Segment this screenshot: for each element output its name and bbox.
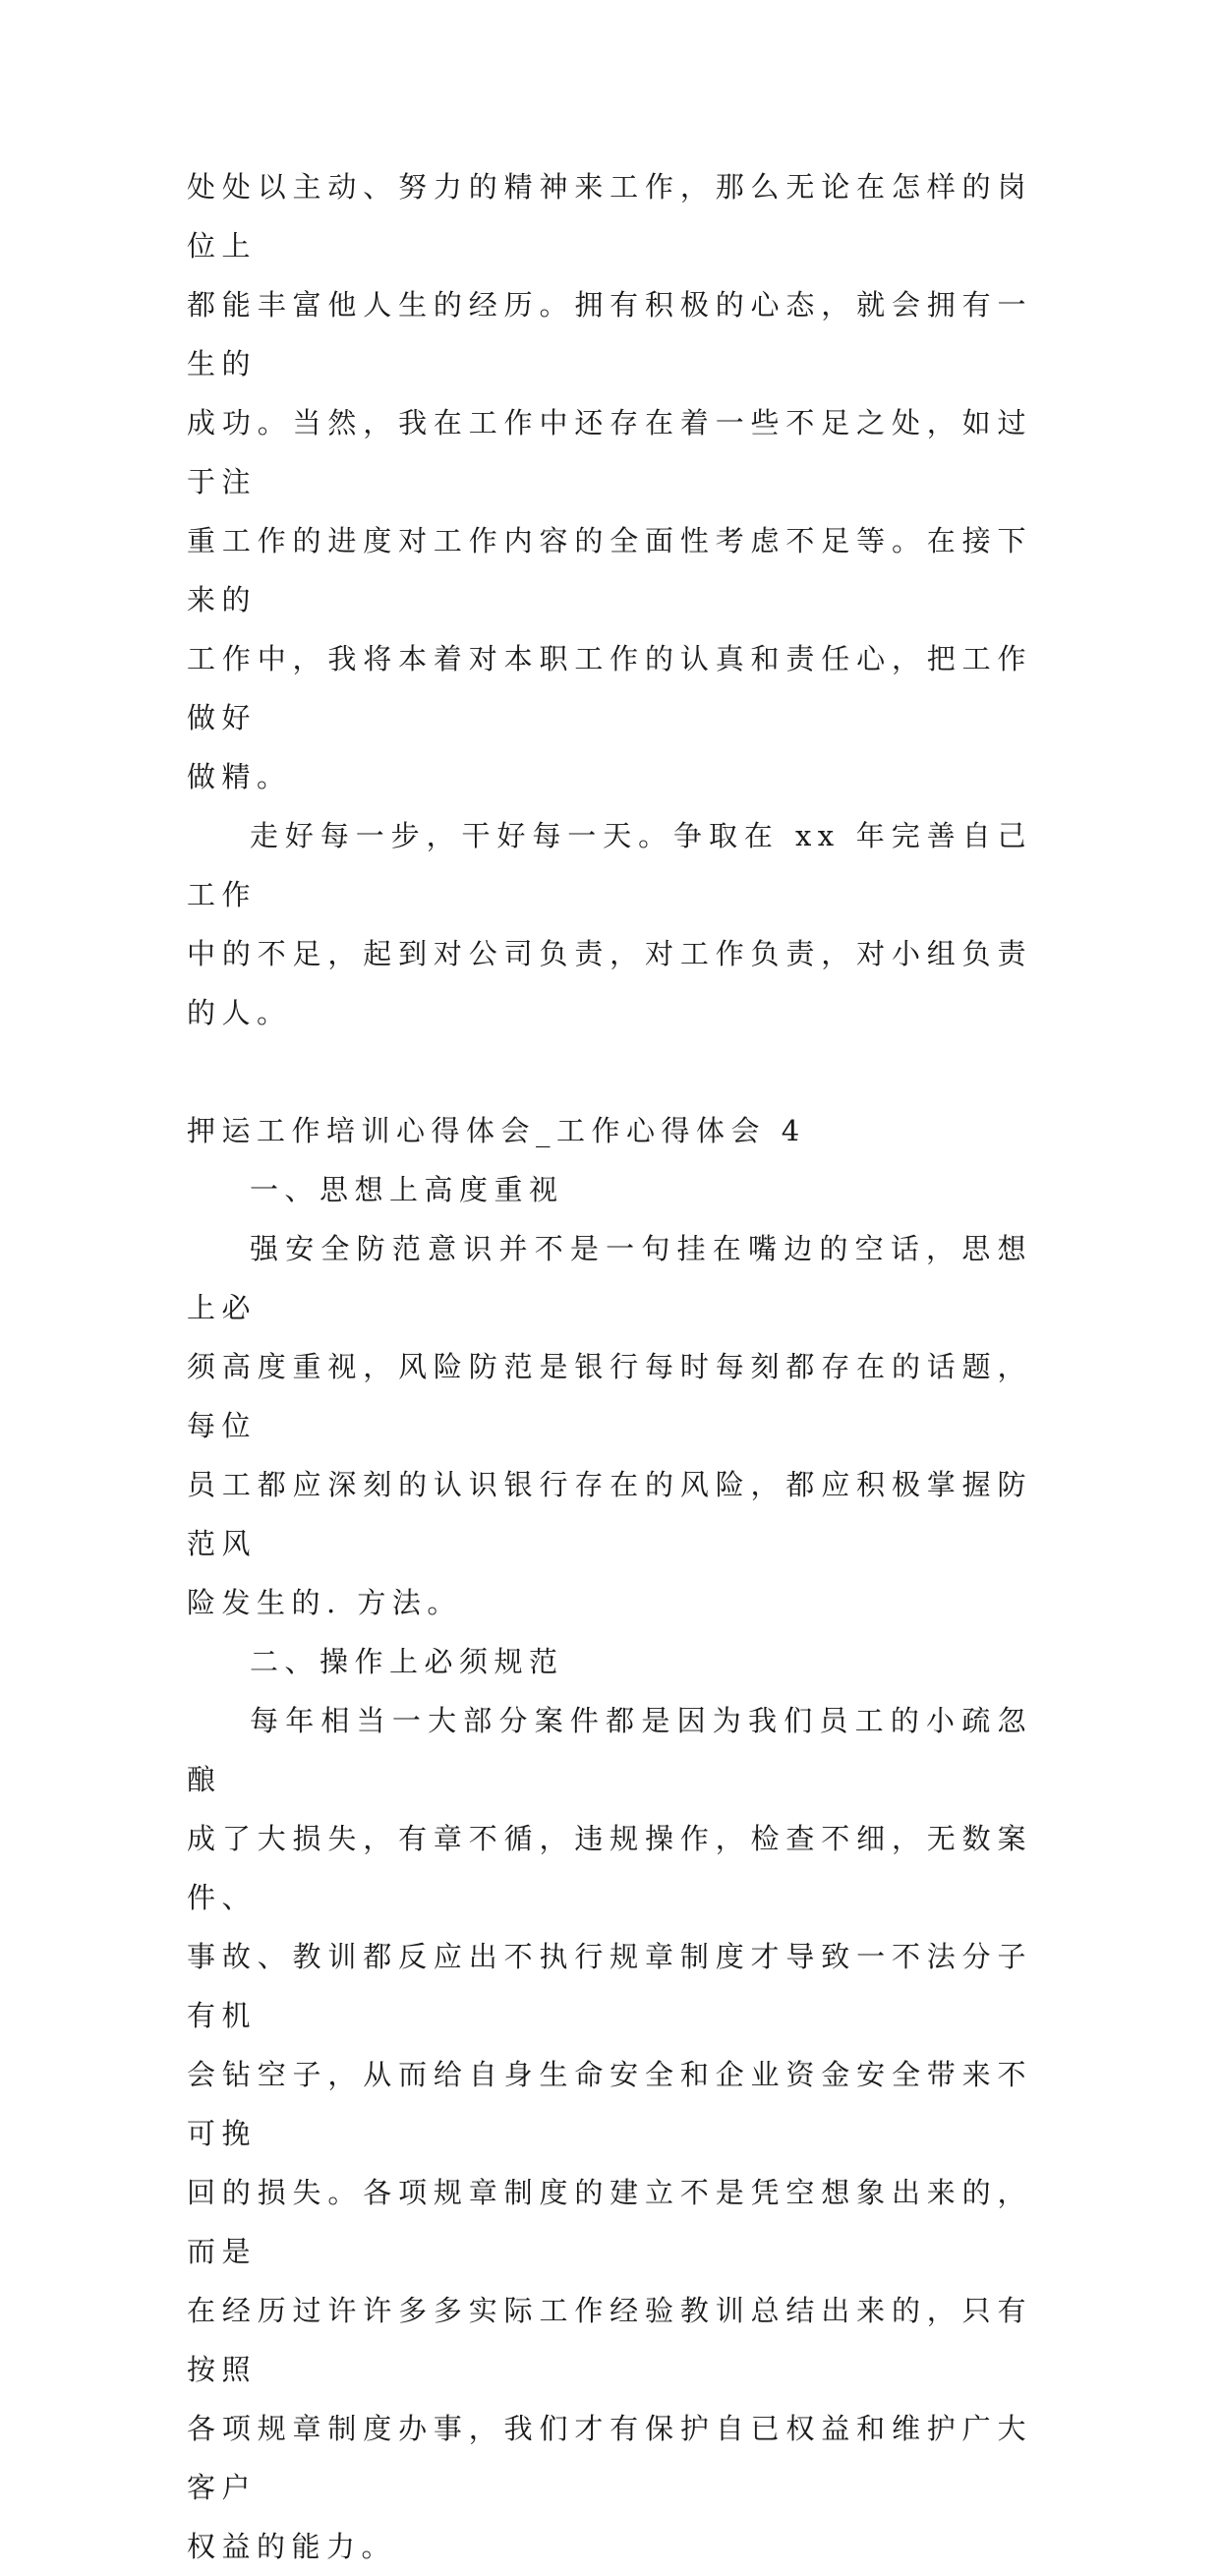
text-line: 成了大损失，有章不循，违规操作，检查不细，无数案件、 xyxy=(187,1822,1032,1914)
text-line: 须高度重视，风险防范是银行每时每刻都存在的话题，每位 xyxy=(187,1350,1032,1442)
text-line: 做精。 xyxy=(187,760,292,793)
text-line: 工作中，我将本着对本职工作的认真和责任心，把工作做好 xyxy=(187,642,1032,734)
section-title: 押运工作培训心得体会_工作心得体会 4 xyxy=(187,1114,806,1147)
section-spacer xyxy=(187,1042,1032,1101)
text-line: 重工作的进度对工作内容的全面性考虑不足等。在接下来的 xyxy=(187,524,1032,616)
text-line: 各项规章制度办事，我们才有保护自已权益和维护广大客户 xyxy=(187,2412,1032,2504)
text-line: 在经历过许许多多实际工作经验教训总结出来的，只有按照 xyxy=(187,2294,1032,2386)
text-line: 回的损失。各项规章制度的建立不是凭空想象出来的，而是 xyxy=(187,2176,1032,2268)
paragraph-operation xyxy=(187,1691,1032,2576)
text-line: 员工都应深刻的认识银行存在的风险，都应积极掌握防范风 xyxy=(187,1468,1032,1560)
text-line: 处处以主动、努力的精神来工作，那么无论在怎样的岗位上 xyxy=(187,170,1032,263)
paragraph-closing xyxy=(187,806,1032,1042)
heading-operation: 二、操作上必须规范 xyxy=(250,1645,564,1678)
text-line: 都能丰富他人生的经历。拥有积极的心态，就会拥有一生的 xyxy=(187,288,1032,381)
document-body xyxy=(187,157,1032,2576)
paragraph-continuation xyxy=(187,157,1032,806)
text-line: 成功。当然，我在工作中还存在着一些不足之处，如过于注 xyxy=(187,406,1032,498)
paragraph-thought xyxy=(187,1219,1032,1632)
text-line: 走好每一步，干好每一天。争取在 xx 年完善自己工作 xyxy=(187,819,1032,911)
heading-thought: 一、思想上高度重视 xyxy=(250,1173,564,1206)
text-line: 强安全防范意识并不是一句挂在嘴边的空话，思想上必 xyxy=(187,1232,1032,1324)
text-line: 事故、教训都反应出不执行规章制度才导致一不法分子有机 xyxy=(187,1940,1032,2032)
text-line: 会钻空子，从而给自身生命安全和企业资金安全带来不可挽 xyxy=(187,2058,1032,2150)
text-line: 权益的能力。 xyxy=(187,2530,397,2563)
text-line: 险发生的. 方法。 xyxy=(187,1586,462,1619)
text-line: 每年相当一大部分案件都是因为我们员工的小疏忽酿 xyxy=(187,1704,1032,1796)
text-line: 中的不足，起到对公司负责，对工作负责，对小组负责的人。 xyxy=(187,937,1032,1029)
